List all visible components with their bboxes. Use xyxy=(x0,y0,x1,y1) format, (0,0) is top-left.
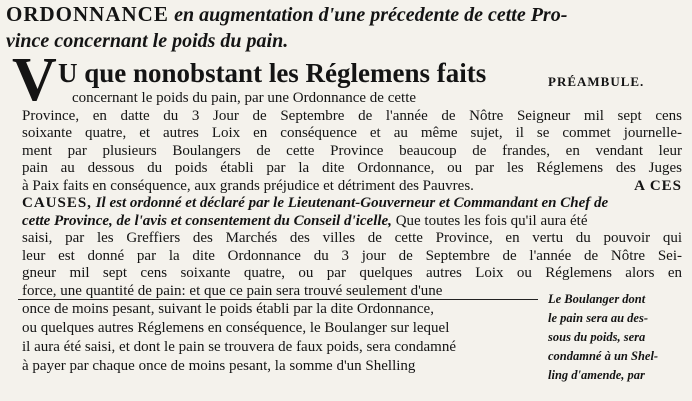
causes-line: saisi, par les Greffiers des Marchés des villes de cette Province, en vertu du pouvoir qui xyxy=(22,230,682,246)
body-line: ment par plusieurs Boulangers de cette Province beaucoup de frandes, en vendant leur xyxy=(22,142,682,159)
side-note-line: Le Boulanger dont xyxy=(548,292,646,306)
causes-italic-2: cette Province, de l'avis et consentement du Conseil d'icelle, xyxy=(22,212,392,229)
lower-paragraph xyxy=(22,300,540,376)
causes-line-2 xyxy=(22,213,682,231)
causes-after-italic: Que toutes les fois qu'il aura été xyxy=(395,212,588,229)
causes-line: leur est donné par la dite Ordonnance du 3 jour de Septembre de l'année de Nôtre Sei- xyxy=(22,247,682,264)
side-note-line: ling d'amende, par xyxy=(548,368,645,382)
body-line: soixante quatre, et autres Loix en conséquence et au même sujet, il se commet journelle- xyxy=(22,125,682,141)
drop-cap: V xyxy=(12,46,57,114)
body-line: concernant le poids du pain, par une Ordonnance de cette xyxy=(72,90,417,106)
title-rest-1: en augmentation d'une précedente de cette Pro- xyxy=(174,4,568,26)
body-line: pain au dessous du poids établi par la dite Ordonnance, ou par les Réglemens des Juges xyxy=(22,160,682,176)
title-line-1 xyxy=(6,2,686,27)
body-line: Province, en datte du 3 Jour de Septembre de l'année de Nôtre Seigneur mil sept cens xyxy=(22,107,682,124)
title-line-2: vince concernant le poids du pain. xyxy=(6,30,289,52)
causes-line: force, une quantité de pain: et que ce pain sera trouvé seulement d'une xyxy=(22,282,443,299)
title-word: ORDONNANCE xyxy=(6,2,169,26)
causes-italic-1: Il est ordonné et déclaré par le Lieutenant-Gouverneur et Commandant en Chef de xyxy=(95,195,609,211)
side-note xyxy=(548,290,690,385)
margin-preamble: PRÉAMBULE. xyxy=(548,74,645,89)
causes-line: gneur mil sept cens soixante quatre, ou par quelques autres Loix ou Réglemens alors en xyxy=(22,265,682,281)
causes-label-a: A CES xyxy=(634,177,682,194)
body-line-with-causes xyxy=(22,178,682,196)
lower-line: il aura été saisi, et dont le pain se trouvera de faux poids, sera condamné xyxy=(22,339,457,355)
side-note-line: condamné à un Shel- xyxy=(548,349,659,363)
side-note-line: le pain sera au des- xyxy=(548,311,648,325)
opening-lead: U que nonobstant les Réglemens faits xyxy=(58,58,487,88)
body-line: à Paix faits en conséquence, aux grands préjudice et détriment des Pauvres. xyxy=(22,177,474,194)
causes-line-1 xyxy=(22,195,682,213)
side-note-line: sous du poids, sera xyxy=(548,330,646,344)
lower-line: ou quelques autres Réglemens en conséquence, le Boulanger sur lequel xyxy=(22,320,450,336)
causes-label-b: CAUSES, xyxy=(22,195,92,211)
lower-line: à payer par chaque once de moins pesant, la somme d'un Shelling xyxy=(22,358,416,374)
body-paragraph xyxy=(22,90,682,300)
lower-line: once de moins pesant, suivant le poids établi par la dite Ordonnance, xyxy=(22,301,434,317)
